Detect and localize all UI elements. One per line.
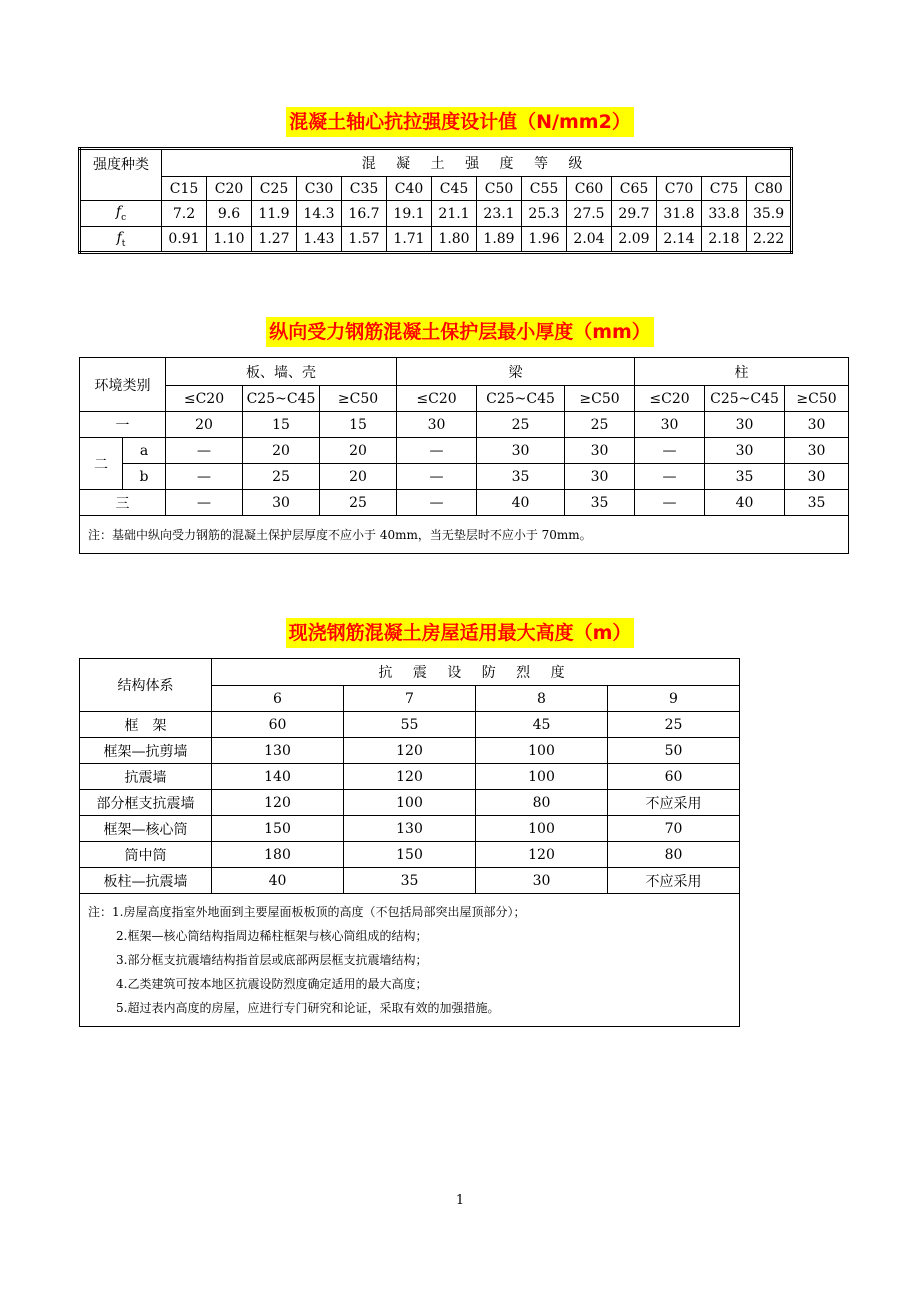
value-cell: 11.9: [252, 201, 297, 227]
table2-title: 纵向受力钢筋混凝土保护层最小厚度（mm）: [0, 316, 920, 350]
value-cell: 25: [477, 412, 565, 438]
max-height-table: [79, 658, 740, 1027]
value-cell: 60: [212, 712, 344, 738]
value-cell: 40: [212, 868, 344, 894]
row-label-fc: $f_c$: [80, 201, 162, 227]
system-name: 框架—抗剪墙: [80, 738, 212, 764]
env-label: 一: [80, 412, 166, 438]
value-cell: —: [635, 464, 705, 490]
value-cell: 35: [705, 464, 785, 490]
value-cell: 25: [565, 412, 635, 438]
degree-header: 8: [476, 686, 608, 712]
table-row: [80, 816, 740, 842]
value-cell: —: [166, 464, 243, 490]
value-cell: 150: [344, 842, 476, 868]
grade-cell: C50: [477, 177, 522, 201]
value-cell: 35: [565, 490, 635, 516]
system-name: 部分框支抗震墙: [80, 790, 212, 816]
system-name: 筒中筒: [80, 842, 212, 868]
table-row: [80, 201, 792, 227]
value-cell: 20: [320, 438, 397, 464]
group-header: 梁: [397, 358, 635, 386]
cover-thickness-table: [79, 357, 849, 554]
value-cell: 100: [476, 738, 608, 764]
group-header: 柱: [635, 358, 849, 386]
value-cell: 25.3: [522, 201, 567, 227]
value-cell: 30: [243, 490, 320, 516]
sub-header: ≥C50: [565, 386, 635, 412]
value-cell: —: [397, 490, 477, 516]
value-cell: 31.8: [657, 201, 702, 227]
value-cell: 30: [476, 868, 608, 894]
value-cell: 2.18: [702, 227, 747, 253]
table1-title: 混凝土轴心抗拉强度设计值（N/mm2）: [0, 106, 920, 140]
table-row: [80, 712, 740, 738]
value-cell: 27.5: [567, 201, 612, 227]
value-cell: 29.7: [612, 201, 657, 227]
value-cell: 1.10: [207, 227, 252, 253]
value-cell: 30: [785, 464, 849, 490]
grade-cell: C80: [747, 177, 792, 201]
value-cell: 1.89: [477, 227, 522, 253]
value-cell: 20: [166, 412, 243, 438]
note-line: 3.部分框支抗震墙结构指首层或底部两层框支抗震墙结构；: [116, 953, 428, 967]
value-cell: 0.91: [162, 227, 207, 253]
value-cell: 25: [608, 712, 740, 738]
sub-header: C25~C45: [705, 386, 785, 412]
value-cell: 20: [320, 464, 397, 490]
value-cell: —: [166, 438, 243, 464]
env-label: 二: [80, 438, 123, 490]
value-cell: 100: [476, 764, 608, 790]
grade-cell: C40: [387, 177, 432, 201]
value-cell: 30: [705, 412, 785, 438]
env-sub-label: a: [123, 438, 166, 464]
value-cell: 16.7: [342, 201, 387, 227]
table-row: [80, 738, 740, 764]
grade-cell: C70: [657, 177, 702, 201]
value-cell: 30: [635, 412, 705, 438]
system-name: 框架—核心筒: [80, 816, 212, 842]
grade-cell: C35: [342, 177, 387, 201]
value-cell: 70: [608, 816, 740, 842]
table-row: [80, 842, 740, 868]
system-name: 抗震墙: [80, 764, 212, 790]
value-cell: 1.96: [522, 227, 567, 253]
value-cell: 15: [320, 412, 397, 438]
table3-header: 抗 震 设 防 烈 度: [212, 659, 740, 686]
sub-header: C25~C45: [477, 386, 565, 412]
value-cell: —: [397, 438, 477, 464]
value-cell: 30: [477, 438, 565, 464]
note-line: 注：1.房屋高度指室外地面到主要屋面板板顶的高度（不包括局部突出屋顶部分）；: [88, 905, 526, 919]
group-header: 板、墙、壳: [166, 358, 397, 386]
concrete-strength-table: [78, 147, 793, 254]
value-cell: 2.04: [567, 227, 612, 253]
table2-corner: 环境类别: [80, 358, 166, 412]
table-row: [80, 790, 740, 816]
table2-note: 注：基础中纵向受力钢筋的混凝土保护层厚度不应小于 40mm，当无垫层时不应小于 70mm。: [80, 516, 849, 554]
value-cell: 55: [344, 712, 476, 738]
value-cell: 14.3: [297, 201, 342, 227]
table-row: [80, 438, 849, 464]
value-cell: 1.80: [432, 227, 477, 253]
value-cell: 80: [608, 842, 740, 868]
value-cell: 180: [212, 842, 344, 868]
value-cell: 140: [212, 764, 344, 790]
value-cell: 30: [565, 438, 635, 464]
value-cell: 100: [476, 816, 608, 842]
env-label: 三: [80, 490, 166, 516]
value-cell: 不应采用: [608, 790, 740, 816]
value-cell: 1.71: [387, 227, 432, 253]
value-cell: 33.8: [702, 201, 747, 227]
row-label-ft: $f_t$: [80, 227, 162, 253]
table3-corner: 结构体系: [80, 659, 212, 712]
sub-header: C25~C45: [243, 386, 320, 412]
table-row: [80, 227, 792, 253]
table-row: [80, 764, 740, 790]
value-cell: 40: [705, 490, 785, 516]
table-row: [80, 868, 740, 894]
value-cell: 23.1: [477, 201, 522, 227]
value-cell: 120: [344, 738, 476, 764]
note-line: 5.超过表内高度的房屋，应进行专门研究和论证，采取有效的加强措施。: [116, 1001, 500, 1015]
value-cell: 50: [608, 738, 740, 764]
page-number: 1: [455, 1193, 465, 1208]
value-cell: 25: [320, 490, 397, 516]
degree-header: 7: [344, 686, 476, 712]
value-cell: 2.14: [657, 227, 702, 253]
value-cell: 120: [344, 764, 476, 790]
value-cell: 35: [477, 464, 565, 490]
system-name: 板柱—抗震墙: [80, 868, 212, 894]
value-cell: 21.1: [432, 201, 477, 227]
value-cell: 不应采用: [608, 868, 740, 894]
table3-notes: [80, 894, 740, 1027]
note-line: 4.乙类建筑可按本地区抗震设防烈度确定适用的最大高度；: [116, 977, 428, 991]
table3-title: 现浇钢筋混凝土房屋适用最大高度（m）: [0, 617, 920, 651]
value-cell: 30: [785, 412, 849, 438]
value-cell: 30: [565, 464, 635, 490]
degree-header: 6: [212, 686, 344, 712]
value-cell: 30: [397, 412, 477, 438]
value-cell: 40: [477, 490, 565, 516]
value-cell: 120: [476, 842, 608, 868]
value-cell: 35: [344, 868, 476, 894]
grade-cell: C20: [207, 177, 252, 201]
value-cell: 150: [212, 816, 344, 842]
value-cell: 1.57: [342, 227, 387, 253]
sub-header: ≤C20: [397, 386, 477, 412]
value-cell: —: [166, 490, 243, 516]
sub-header: ≤C20: [166, 386, 243, 412]
sub-header: ≥C50: [320, 386, 397, 412]
value-cell: 9.6: [207, 201, 252, 227]
env-sub-label: b: [123, 464, 166, 490]
grade-cell: C30: [297, 177, 342, 201]
system-name: 框 架: [80, 712, 212, 738]
grade-cell: C45: [432, 177, 477, 201]
value-cell: —: [635, 490, 705, 516]
value-cell: 15: [243, 412, 320, 438]
value-cell: 60: [608, 764, 740, 790]
sub-header: ≤C20: [635, 386, 705, 412]
sub-header: ≥C50: [785, 386, 849, 412]
table-row: [80, 490, 849, 516]
value-cell: 7.2: [162, 201, 207, 227]
value-cell: 30: [705, 438, 785, 464]
grade-cell: C75: [702, 177, 747, 201]
table1-corner: 强度种类: [80, 149, 162, 201]
value-cell: 120: [212, 790, 344, 816]
value-cell: 20: [243, 438, 320, 464]
value-cell: 130: [344, 816, 476, 842]
value-cell: —: [397, 464, 477, 490]
value-cell: 35.9: [747, 201, 792, 227]
value-cell: 30: [785, 438, 849, 464]
value-cell: 100: [344, 790, 476, 816]
value-cell: 130: [212, 738, 344, 764]
grade-cell: C65: [612, 177, 657, 201]
value-cell: 25: [243, 464, 320, 490]
value-cell: —: [635, 438, 705, 464]
degree-header: 9: [608, 686, 740, 712]
value-cell: 1.27: [252, 227, 297, 253]
value-cell: 80: [476, 790, 608, 816]
table-row: [80, 412, 849, 438]
grade-cell: C25: [252, 177, 297, 201]
value-cell: 1.43: [297, 227, 342, 253]
grade-cell: C55: [522, 177, 567, 201]
value-cell: 19.1: [387, 201, 432, 227]
table1-header: 混 凝 土 强 度 等 级: [162, 149, 792, 177]
value-cell: 2.22: [747, 227, 792, 253]
note-line: 2.框架—核心筒结构指周边稀柱框架与核心筒组成的结构；: [116, 929, 428, 943]
table-row: [80, 464, 849, 490]
grade-cell: C15: [162, 177, 207, 201]
grade-cell: C60: [567, 177, 612, 201]
value-cell: 35: [785, 490, 849, 516]
value-cell: 2.09: [612, 227, 657, 253]
value-cell: 45: [476, 712, 608, 738]
